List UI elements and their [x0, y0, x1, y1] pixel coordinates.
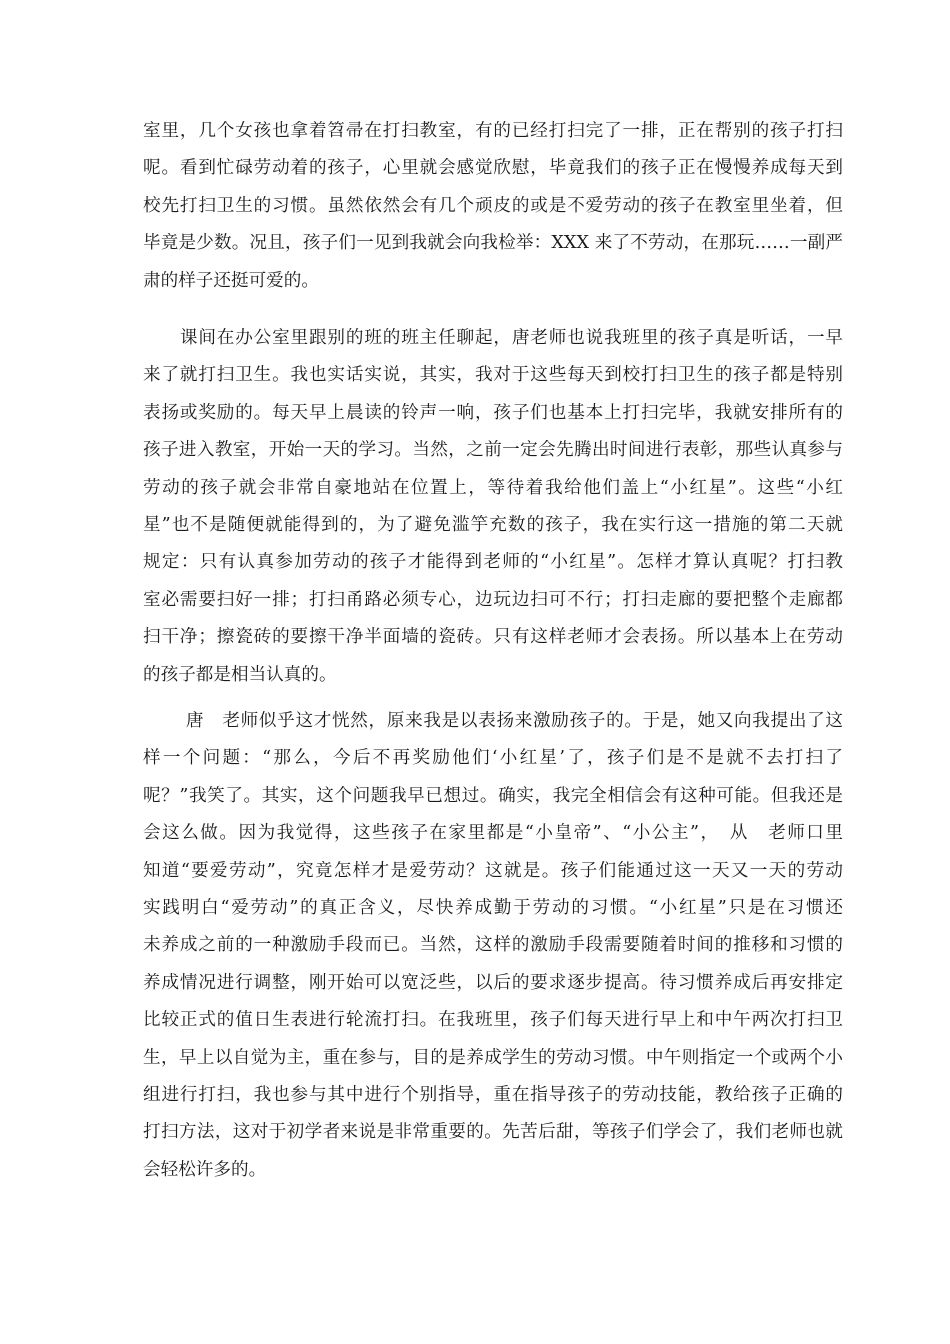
- text-line: 知道“要爱劳动”，究竟怎样才是爱劳动？这就是。孩子们能通过这一天又一天的劳动: [143, 860, 843, 881]
- text-line: 劳动的孩子就会非常自豪地站在位置上，等待着我给他们盖上“小红星”。这些“小红: [143, 477, 843, 498]
- text-line: 组进行打扫，我也参与其中进行个别指导，重在指导孩子的劳动技能，教给孩子正确的: [143, 1084, 843, 1105]
- text-line: 室里，几个女孩也拿着笤帚在打扫教室，有的已经打扫完了一排，正在帮别的孩子打扫: [143, 121, 843, 141]
- paragraph-3: [143, 703, 843, 1189]
- text-line: 会这么做。因为我觉得，这些孩子在家里都是“小皇帝”、“小公主”， 从 老师口里: [143, 823, 843, 844]
- text-line: 校先打扫卫生的习惯。虽然依然会有几个顽皮的或是不爱劳动的孩子在教室里坐着，但: [143, 195, 843, 216]
- text-line: 样一个问题：“那么，今后不再奖励他们‘小红星’了，孩子们是不是就不去打扫了: [143, 748, 843, 769]
- text-line: 表扬或奖励的。每天早上晨读的铃声一响，孩子们也基本上打扫完毕，我就安排所有的: [143, 402, 843, 423]
- text-line: 比较正式的值日生表进行轮流打扫。在我班里，孩子们每天进行早上和中午两次打扫卫: [143, 1010, 843, 1031]
- text-line: 扫干净；擦瓷砖的要擦干净半面墙的瓷砖。只有这样老师才会表扬。所以基本上在劳动: [143, 627, 843, 648]
- text-line: 孩子进入教室，开始一天的学习。当然，之前一定会先腾出时间进行表彰，那些认真参与: [143, 440, 843, 461]
- text-line: 室必需要扫好一排；打扫甬路必须专心，边玩边扫可不行；打扫走廊的要把整个走廊都: [143, 589, 843, 610]
- text-line: 星”也不是随便就能得到的，为了避免滥竽充数的孩子，我在实行这一措施的第二天就: [143, 514, 843, 535]
- text-line: 实践明白“爱劳动”的真正含义，尽快养成勤于劳动的习惯。“小红星”只是在习惯还: [143, 897, 843, 918]
- text-line: 未养成之前的一种激励手段而已。当然，这样的激励手段需要随着时间的推移和习惯的: [143, 935, 843, 956]
- text-line: 生，早上以自觉为主，重在参与，目的是养成学生的劳动习惯。中午则指定一个或两个小: [143, 1047, 843, 1068]
- paragraph-1: [143, 113, 843, 300]
- text-line: 的孩子都是相当认真的。: [143, 664, 337, 685]
- text-line: 会轻松许多的。: [143, 1159, 267, 1180]
- text-line: 规定：只有认真参加劳动的孩子才能得到老师的“小红星”。怎样才算认真呢？打扫教: [143, 552, 843, 573]
- text-line: 呢。看到忙碌劳动着的孩子，心里就会感觉欣慰，毕竟我们的孩子正在慢慢养成每天到: [143, 158, 843, 179]
- text-line: 肃的样子还挺可爱的。: [143, 270, 319, 291]
- paragraph-2: [143, 320, 843, 694]
- text-line: 毕竟是少数。况且，孩子们一见到我就会向我检举：XXX 来了不劳动，在那玩……一副严: [143, 233, 843, 254]
- text-line: 呢？”我笑了。其实，这个问题我早已想过。确实，我完全相信会有这种可能。但我还是: [143, 785, 843, 806]
- text-line: 课间在办公室里跟别的班的班主任聊起，唐老师也说我班里的孩子真是听话，一早: [143, 328, 843, 348]
- text-line: 养成情况进行调整，刚开始可以宽泛些，以后的要求逐步提高。待习惯养成后再安排定: [143, 972, 843, 993]
- text-line: 唐 老师似乎这才恍然，原来我是以表扬来激励孩子的。于是，她又向我提出了这: [143, 711, 843, 731]
- text-line: 打扫方法，这对于初学者来说是非常重要的。先苦后甜，等孩子们学会了，我们老师也就: [143, 1122, 843, 1143]
- text-line: 来了就打扫卫生。我也实话实说，其实，我对于这些每天到校打扫卫生的孩子都是特别: [143, 365, 843, 386]
